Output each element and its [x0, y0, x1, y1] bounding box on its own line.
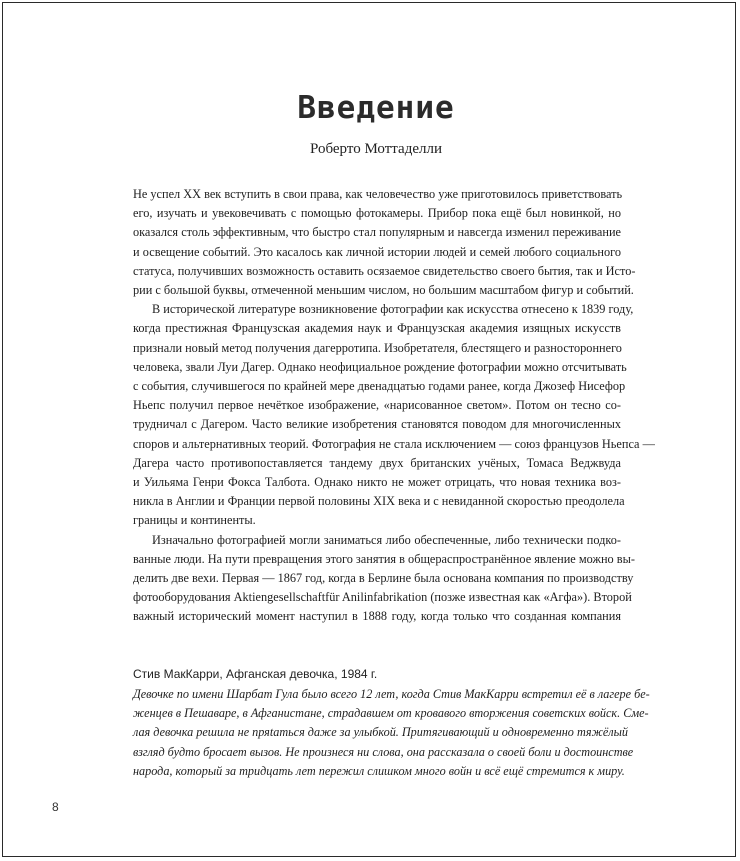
body-line: споров и альтернативных теорий. Фотография не стала исключением — союз французов Ньепса — [133, 436, 655, 451]
body-line: его, изучать и увековечивать с помощью фотокамеры. Прибор пока ещё был новинкой, но [133, 206, 621, 221]
body-line: Изначально фотографией могли заниматься либо обеспеченные, либо технически подко- [152, 532, 621, 547]
body-line: важный исторический момент наступил в 1888 году, когда только что созданная компания [133, 609, 621, 624]
caption-line: взгляд будто бросает вызов. Не произнеся ни слова, она рассказала о своей боли и достоинстве [133, 744, 634, 759]
caption-line: женцев в Пешаваре, в Афганистане, страдавшем от кровавого вторжения советских войск. Сме- [133, 706, 649, 721]
body-line: В исторической литературе возникновение фотографии как искусства отнесено к 1839 году, [152, 302, 634, 317]
body-line: трудничал с Дагером. Часто великие изобретения становятся поводом для многочисленных [133, 417, 621, 432]
body-line: Дагера часто противопоставляется тандему двух британских учёных, Томаса Веджвуда [133, 455, 621, 470]
body-line: человека, звали Луи Дагер. Однако неофициальное рождение фотографии можно отсчитывать [133, 359, 627, 374]
body-line: Ньепс получил первое нечёткое изображение, «нарисованное светом». Потом он тесно со- [133, 398, 621, 413]
photo-caption-title: Стив МакКарри, Афганская девочка, 1984 г. [133, 667, 378, 681]
body-line: Не успел XX век вступить в свои права, как человечество уже приготовилось приветствовать [133, 187, 623, 201]
body-line: ванные люди. На пути превращения этого занятия в общераспространённое явление можно вы- [133, 551, 635, 566]
body-line: делить две вехи. Первая — 1867 год, когда в Берлине была основана компания по производству [133, 571, 634, 586]
body-text [133, 185, 655, 627]
body-line: признали новый метод получения дагерротипа. Изобретателя, блестящего и разностороннего [133, 340, 622, 355]
body-line: границы и континенты. [133, 513, 256, 528]
caption-line: лая девочка решила не пряtаться даже за улыбкой. Притягивающий и одновременно тяжёлый [133, 725, 628, 740]
body-line: и Уильяма Генри Фокса Талбота. Однако никто не может отрицать, что новая техника воз- [133, 475, 621, 490]
body-line: статуса, получивших возможность оставить осязаемое свидетельство своего бытия, так и Исто- [133, 263, 636, 278]
body-line: фотооборудования Aktiengesellschaftfür Anilinfabrikation (позже известная как «Агфа»). Второй [133, 590, 632, 605]
photo-caption-text [133, 685, 650, 781]
body-line: когда престижная Французская академия наук и Французская академия изящных искусств [133, 321, 621, 336]
caption-line: народа, который за тридцать лет пережил слишком много войн и всё ещё стремится к миру. [133, 763, 625, 778]
page-number: 8 [52, 800, 59, 814]
body-line: оказался столь эффективным, что быстро стал популярным и навсегда изменил переживание [133, 225, 621, 240]
body-line: и освещение событий. Это касалось как личной истории людей и семей любого социального [133, 244, 621, 259]
body-line: с события, случившегося по крайней мере двенадцатью годами ранее, когда Джозеф Нисефор [133, 379, 626, 394]
caption-line: Девочке по имени Шарбат Гула было всего 12 лет, когда Стив МакКарри встретил её в лагере бе- [133, 687, 650, 701]
chapter-author: Роберто Моттаделли [310, 141, 442, 157]
body-line: никла в Англии и Франции первой половины XIX века и с невиданной скоростью преодолела [133, 494, 625, 509]
body-line: рии с большой буквы, отмеченной меньшим числом, но большим масштабом фигур и событий. [133, 283, 634, 298]
chapter-title: Введение [297, 90, 455, 126]
